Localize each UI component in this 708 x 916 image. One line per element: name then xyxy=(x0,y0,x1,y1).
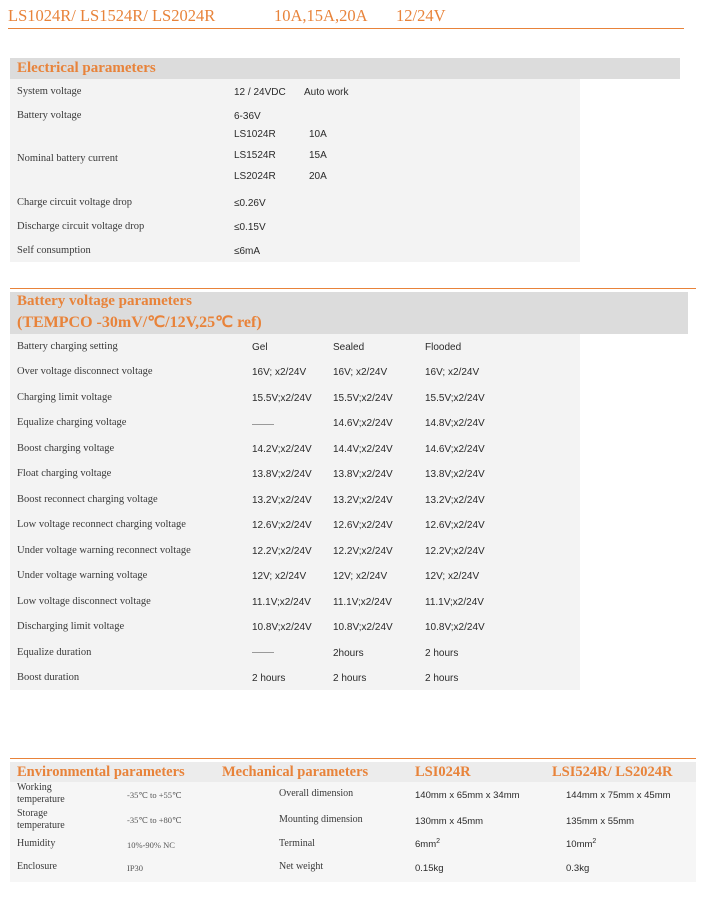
battery-row-sealed: 11.1V;x2/24V xyxy=(333,597,392,608)
battery-row-sealed: 14.4V;x2/24V xyxy=(333,444,393,455)
mech-row-v1: 0.15kg xyxy=(415,863,444,874)
header-voltage: 12/24V xyxy=(396,6,446,25)
battery-row-gel: 12.2V;x2/24V xyxy=(252,546,312,557)
mech-row-v2 xyxy=(566,838,596,850)
nominal-value: 10A xyxy=(309,129,327,140)
mech-row-label: Overall dimension xyxy=(279,788,354,799)
battery-row-flooded: 14.6V;x2/24V xyxy=(425,444,485,455)
battery-row-label: Charging limit voltage xyxy=(17,392,112,403)
battery-row-gel: 11.1V;x2/24V xyxy=(252,597,311,608)
battery-row-sealed: 13.2V;x2/24V xyxy=(333,495,393,506)
header-rule xyxy=(8,28,684,29)
system-voltage-value: 12 / 24VDC xyxy=(234,87,286,98)
system-voltage-note: Auto work xyxy=(304,87,349,98)
battery-row-gel-dash xyxy=(252,424,274,425)
battery-row-label: Discharging limit voltage xyxy=(17,621,125,632)
mech-row-v2: 135mm x 55mm xyxy=(566,816,635,827)
battery-row-flooded: 12.2V;x2/24V xyxy=(425,546,485,557)
nominal-model: LS2024R xyxy=(234,171,276,182)
battery-row-sealed: 14.6V;x2/24V xyxy=(333,418,393,429)
battery-row-label: Boost reconnect charging voltage xyxy=(17,494,158,505)
mech-row-v2: 144mm x 75mm x 45mm xyxy=(566,790,671,801)
battery-header-flooded: Flooded xyxy=(425,342,462,353)
nominal-model: LS1024R xyxy=(234,129,276,140)
battery-row-flooded: 2 hours xyxy=(425,673,459,684)
battery-row-label: Low voltage disconnect voltage xyxy=(17,596,151,607)
battery-row-label: Under voltage warning reconnect voltage xyxy=(17,545,191,556)
mech-row-v2: 0.3kg xyxy=(566,863,590,874)
battery-row-flooded: 16V; x2/24V xyxy=(425,367,480,378)
nominal-value: 15A xyxy=(309,150,327,161)
battery-row-flooded: 12.6V;x2/24V xyxy=(425,520,485,531)
mech-row-v2-sup: 2 xyxy=(592,838,597,845)
battery-header-gel: Gel xyxy=(252,342,268,353)
charge-drop-value: ≤0.26V xyxy=(234,198,266,209)
mech-row-v1: 140mm x 65mm x 34mm xyxy=(415,790,520,801)
battery-row-sealed: 10.8V;x2/24V xyxy=(333,622,393,633)
nominal-current-label: Nominal battery current xyxy=(17,153,118,164)
mechanical-col2: LSI524R/ LS2024R xyxy=(552,764,673,780)
battery-title: Battery voltage parameters xyxy=(17,293,192,309)
battery-row-gel: 16V; x2/24V xyxy=(252,367,307,378)
mech-row-v2-text: 10mm xyxy=(566,839,593,851)
env-row-value: 10%-90% NC xyxy=(127,840,175,850)
mech-row-v1-sup: 2 xyxy=(436,838,441,845)
battery-row-sealed: 12V; x2/24V xyxy=(333,571,388,582)
battery-row-gel: 12.6V;x2/24V xyxy=(252,520,312,531)
battery-row-flooded: 14.8V;x2/24V xyxy=(425,418,485,429)
electrical-title: Electrical parameters xyxy=(17,60,156,76)
battery-row-gel: 15.5V;x2/24V xyxy=(252,393,312,404)
env-row-label: Humidity xyxy=(17,838,56,849)
battery-row-flooded: 11.1V;x2/24V xyxy=(425,597,484,608)
mech-row-v1 xyxy=(415,838,440,850)
battery-row-sealed: 12.6V;x2/24V xyxy=(333,520,393,531)
battery-row-gel: 12V; x2/24V xyxy=(252,571,307,582)
battery-voltage-value: 6-36V xyxy=(234,111,261,122)
battery-row-flooded: 13.8V;x2/24V xyxy=(425,469,485,480)
battery-row-sealed: 2 hours xyxy=(333,673,367,684)
charge-drop-label: Charge circuit voltage drop xyxy=(17,197,132,208)
mech-row-v1-text: 6mm xyxy=(415,839,437,851)
battery-row-label: Boost duration xyxy=(17,672,80,683)
env-row-value: IP30 xyxy=(127,863,144,873)
battery-panel xyxy=(10,334,580,690)
page-header xyxy=(8,6,684,28)
env-row-value: -35℃ to +80℃ xyxy=(127,815,182,825)
battery-row-flooded: 12V; x2/24V xyxy=(425,571,480,582)
battery-row-flooded: 10.8V;x2/24V xyxy=(425,622,485,633)
battery-row-label: Over voltage disconnect voltage xyxy=(17,366,153,377)
battery-row-flooded: 13.2V;x2/24V xyxy=(425,495,485,506)
battery-row-label: Float charging voltage xyxy=(17,468,112,479)
discharge-drop-label: Discharge circuit voltage drop xyxy=(17,221,145,232)
env-row-label: Enclosure xyxy=(17,861,57,872)
mech-row-label: Mounting dimension xyxy=(279,814,363,825)
battery-row-label: Under voltage warning voltage xyxy=(17,570,148,581)
battery-row-flooded: 15.5V;x2/24V xyxy=(425,393,485,404)
battery-row-gel: 10.8V;x2/24V xyxy=(252,622,312,633)
environmental-title: Environmental parameters xyxy=(17,764,185,780)
battery-row-label: Low voltage reconnect charging voltage xyxy=(17,519,186,530)
battery-row-sealed: 16V; x2/24V xyxy=(333,367,388,378)
battery-row-sealed: 12.2V;x2/24V xyxy=(333,546,393,557)
battery-row-sealed: 15.5V;x2/24V xyxy=(333,393,393,404)
env-row-value: -35℃ to +55℃ xyxy=(127,790,182,800)
battery-row-sealed: 2hours xyxy=(333,648,364,659)
mech-row-v1: 130mm x 45mm xyxy=(415,816,484,827)
mechanical-col1: LSI024R xyxy=(415,764,471,780)
system-voltage-label: System voltage xyxy=(17,86,82,97)
battery-row-label: Boost charging voltage xyxy=(17,443,115,454)
battery-row-gel: 14.2V;x2/24V xyxy=(252,444,312,455)
battery-tempco: (TEMPCO -30mV/℃/12V,25℃ ref) xyxy=(17,314,262,331)
battery-row-flooded: 2 hours xyxy=(425,648,459,659)
electrical-panel xyxy=(10,79,580,262)
nominal-model: LS1524R xyxy=(234,150,276,161)
self-consumption-label: Self consumption xyxy=(17,245,91,256)
battery-row-gel: 13.2V;x2/24V xyxy=(252,495,312,506)
mech-row-label: Terminal xyxy=(279,838,315,849)
mechanical-title: Mechanical parameters xyxy=(222,764,369,780)
mech-row-label: Net weight xyxy=(279,861,324,872)
battery-voltage-label: Battery voltage xyxy=(17,110,82,121)
battery-row-gel: 2 hours xyxy=(252,673,286,684)
battery-row-sealed: 13.8V;x2/24V xyxy=(333,469,393,480)
nominal-value: 20A xyxy=(309,171,327,182)
battery-row-label: Equalize charging voltage xyxy=(17,417,127,428)
battery-row-gel: 13.8V;x2/24V xyxy=(252,469,312,480)
battery-row-gel-dash xyxy=(252,652,274,653)
battery-header-label: Battery charging setting xyxy=(17,341,118,352)
header-currents: 10A,15A,20A xyxy=(274,6,368,25)
env-rule xyxy=(10,758,696,759)
self-consumption-value: ≤6mA xyxy=(234,246,261,257)
battery-rule xyxy=(10,288,696,289)
battery-header-sealed: Sealed xyxy=(333,342,365,353)
env-row-label: Storage temperature xyxy=(17,808,65,831)
header-models: LS1024R/ LS1524R/ LS2024R xyxy=(8,6,216,25)
battery-row-label: Equalize duration xyxy=(17,647,92,658)
env-row-label: Working temperature xyxy=(17,782,65,805)
discharge-drop-value: ≤0.15V xyxy=(234,222,266,233)
